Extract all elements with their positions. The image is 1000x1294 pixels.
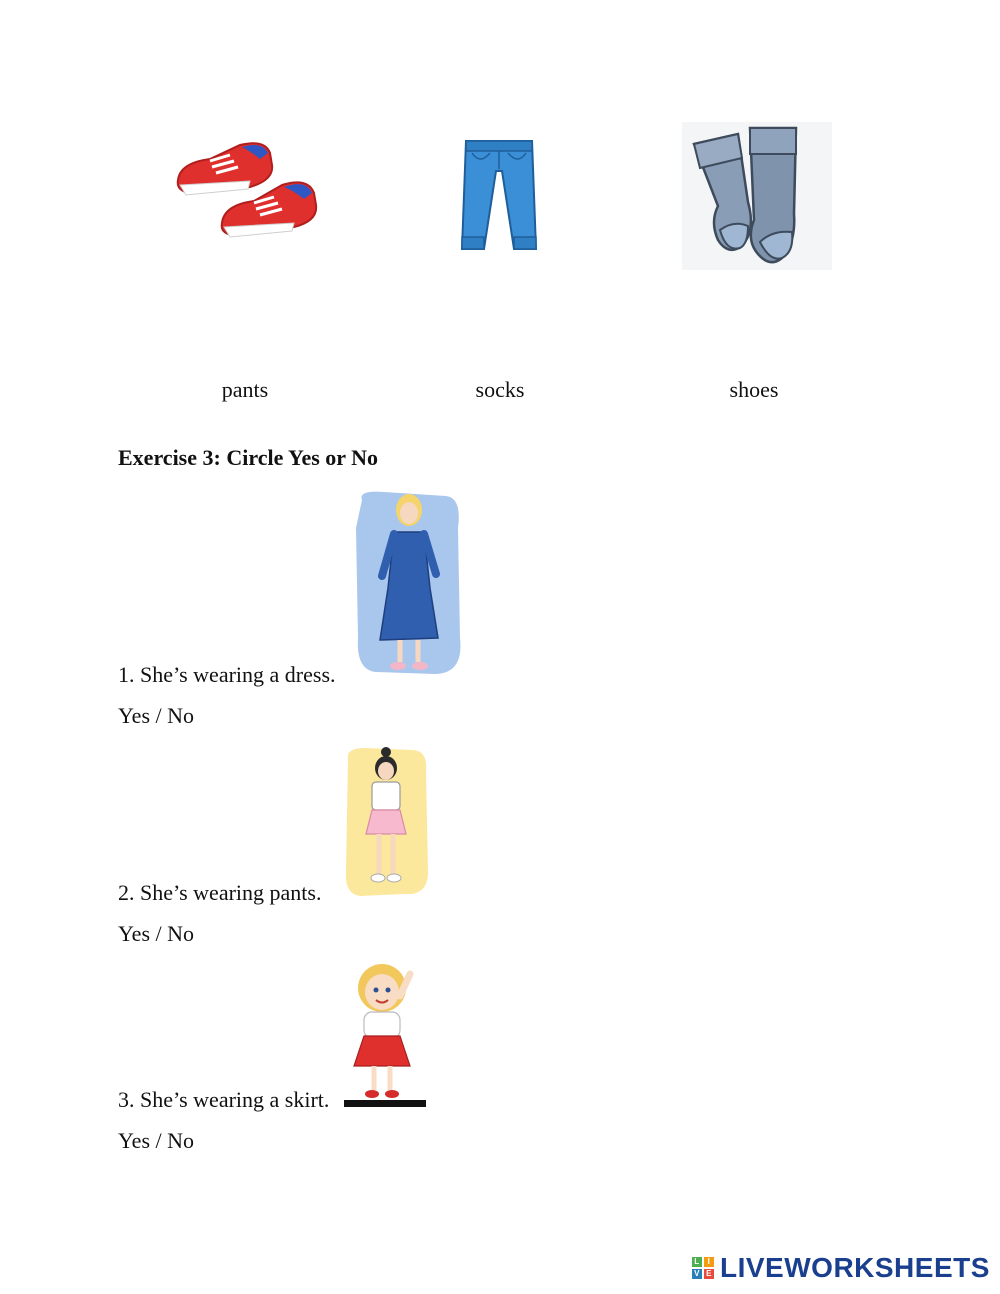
red-skirt-girl-picture: [342, 960, 428, 1108]
liveworksheets-logo: [692, 1252, 990, 1284]
socks-picture: [682, 122, 832, 270]
jeans-picture: [458, 137, 540, 255]
dress-girl-picture: [354, 488, 464, 678]
question-3-answer[interactable]: Yes / No: [118, 1128, 195, 1153]
word-pants: pants: [221, 377, 269, 402]
question-3-text: 3. She’s wearing a skirt.: [118, 1087, 330, 1112]
shoes-picture: [170, 135, 320, 245]
question-1-text: 1. She’s wearing a dress.: [118, 662, 336, 687]
shoes-icon: [170, 135, 320, 245]
exercise-title: Exercise 3: Circle Yes or No: [118, 445, 379, 470]
girl-dress-icon: [354, 488, 464, 678]
logo-badge-icon: L I V E: [692, 1257, 714, 1279]
word-shoes: shoes: [729, 377, 779, 402]
skirt-girl-picture: [342, 742, 430, 898]
pants-icon: [458, 137, 540, 255]
logo-text: LIVEWORKSHEETS: [720, 1252, 990, 1283]
socks-icon: [682, 122, 832, 270]
question-2-answer[interactable]: Yes / No: [118, 921, 195, 946]
question-1-answer[interactable]: Yes / No: [118, 703, 195, 728]
girl-skirt-icon: [342, 742, 430, 898]
question-2-text: 2. She’s wearing pants.: [118, 880, 322, 905]
girl-red-skirt-icon: [342, 960, 428, 1108]
word-socks: socks: [475, 377, 525, 402]
